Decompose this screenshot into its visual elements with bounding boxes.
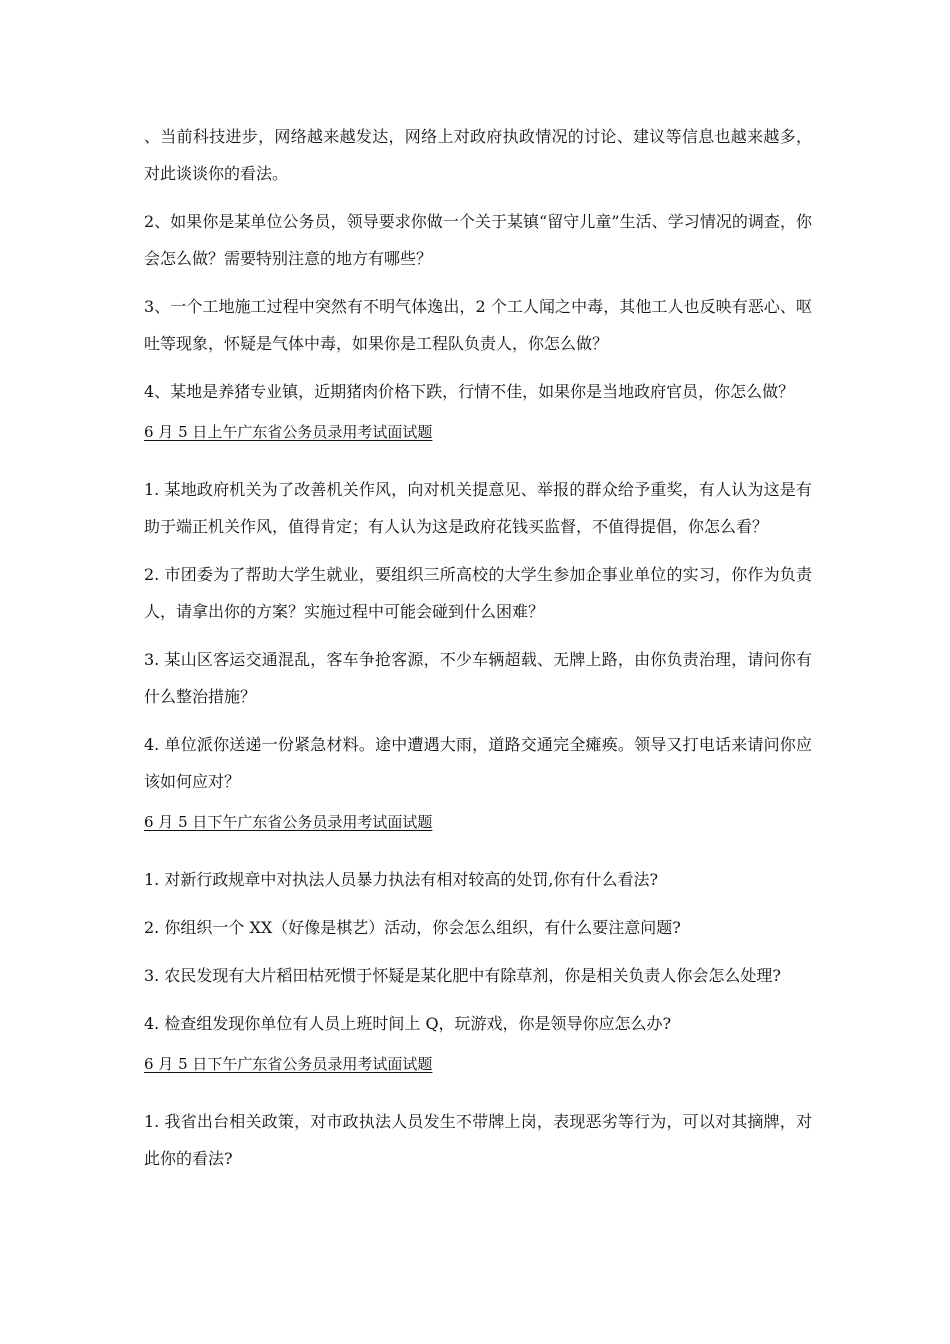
afternoon1-question-4: 4. 检查组发现你单位有人员上班时间上 Q，玩游戏，你是领导你应怎么办? <box>144 1014 672 1033</box>
intro-question-4: 4、某地是养猪专业镇，近期猪肉价格下跌，行情不佳，如果你是当地政府官员，你怎么做？ <box>144 382 795 401</box>
intro-question-1: 、当前科技进步，网络越来越发达，网络上对政府执政情况的讨论、建议等信息也越来越多，对此谈谈你的看法。 <box>144 127 812 183</box>
intro-question-2: 2、如果你是某单位公务员，领导要求你做一个关于某镇“留守儿童”生活、学习情况的调查，你会怎么做？需要特别注意的地方有哪些？ <box>144 212 812 268</box>
morning-question-3: 3. 某山区客运交通混乱，客车争抢客源，不少车辆超载、无牌上路，由你负责治理，请问你有什么整治措施？ <box>144 650 812 706</box>
morning-question-2: 2. 市团委为了帮助大学生就业，要组织三所高校的大学生参加企事业单位的实习，你作为负责人，请拿出你的方案？实施过程中可能会碰到什么困难？ <box>144 565 812 621</box>
section-heading-morning: 6 月 5 日上午广东省公务员录用考试面试题 <box>144 423 433 441</box>
afternoon1-question-2: 2. 你组织一个 XX（好像是棋艺）活动，你会怎么组织，有什么要注意问题? <box>144 918 681 937</box>
intro-question-3: 3、一个工地施工过程中突然有不明气体逸出，2 个工人闻之中毒，其他工人也反映有恶心、呕吐等现象，怀疑是气体中毒，如果你是工程队负责人，你怎么做？ <box>144 297 812 353</box>
afternoon1-question-1: 1. 对新行政规章中对执法人员暴力执法有相对较高的处罚,你有什么看法? <box>144 870 659 889</box>
document-page <box>144 118 812 1188</box>
section-heading-afternoon-1: 6 月 5 日下午广东省公务员录用考试面试题 <box>144 813 433 831</box>
morning-question-4: 4. 单位派你送递一份紧急材料。途中遭遇大雨，道路交通完全瘫痪。领导又打电话来请问你应该如何应对？ <box>144 735 812 791</box>
afternoon1-question-3: 3. 农民发现有大片稻田枯死惯于怀疑是某化肥中有除草剂，你是相关负责人你会怎么处理? <box>144 966 781 985</box>
afternoon2-question-1: 1. 我省出台相关政策，对市政执法人员发生不带牌上岗，表现恶劣等行为，可以对其摘牌，对此你的看法? <box>144 1112 812 1168</box>
morning-question-1: 1. 某地政府机关为了改善机关作风，向对机关提意见、举报的群众给予重奖，有人认为这是有助于端正机关作风，值得肯定；有人认为这是政府花钱买监督，不值得提倡，你怎么看？ <box>144 480 812 536</box>
section-heading-afternoon-2: 6 月 5 日下午广东省公务员录用考试面试题 <box>144 1055 433 1073</box>
